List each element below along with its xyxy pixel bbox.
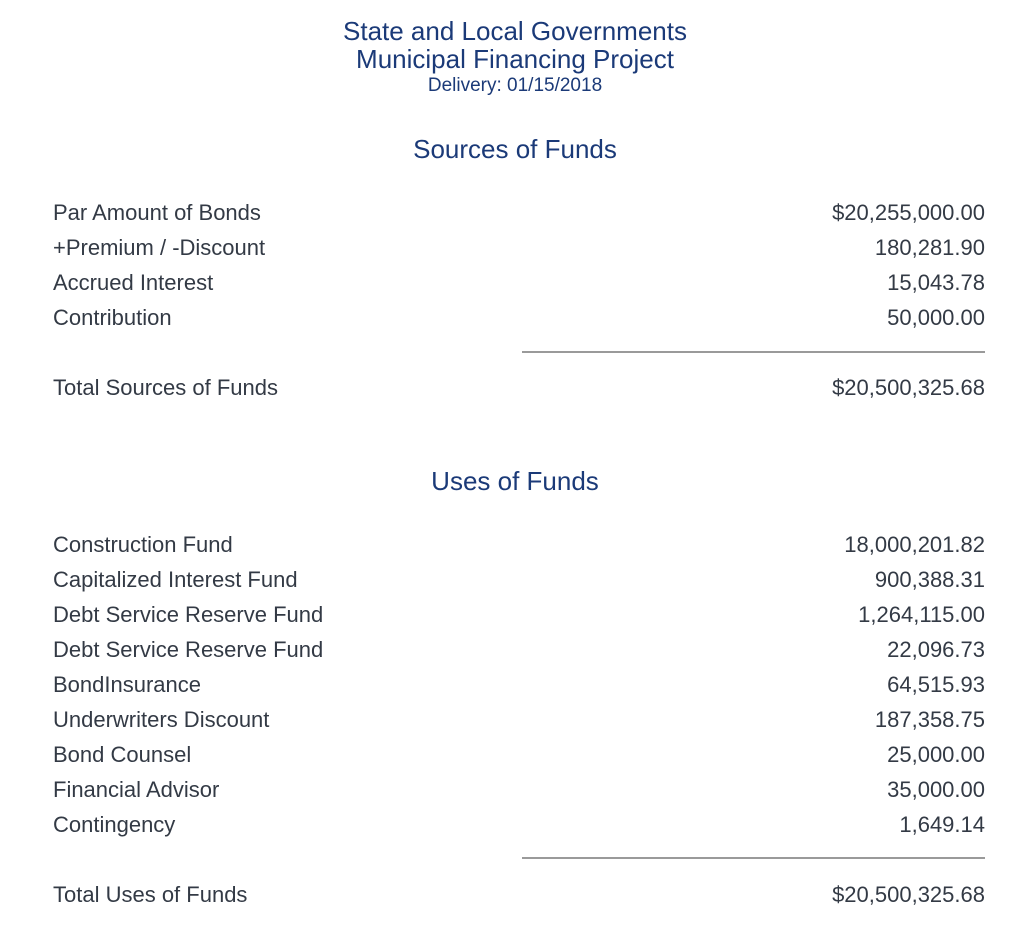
uses-row [53, 772, 985, 807]
sources-total-label: Total Sources of Funds [53, 374, 279, 400]
uses-row-value: 22,096.73 [887, 636, 985, 662]
sources-row-value: 50,000.00 [887, 304, 985, 330]
report-title-line-1: State and Local Governments [343, 16, 687, 46]
sources-total-row [53, 370, 985, 405]
uses-section-title: Uses of Funds [431, 466, 599, 496]
sources-row-value: 180,281.90 [874, 234, 985, 260]
uses-row-value: 187,358.75 [874, 706, 985, 732]
sources-row-label: +Premium / -Discount [53, 234, 266, 260]
uses-row-value: 25,000.00 [887, 741, 985, 767]
report-title-line-2: Municipal Financing Project [356, 44, 674, 74]
report-header [0, 17, 1024, 97]
uses-total-row [53, 877, 985, 912]
uses-total-divider [522, 857, 985, 859]
sources-row [53, 300, 985, 335]
uses-row-label: Contingency [53, 811, 176, 837]
uses-row [53, 737, 985, 772]
uses-row [53, 562, 985, 597]
uses-row [53, 807, 985, 842]
uses-total-value: $20,500,325.68 [832, 881, 985, 907]
uses-row-label: Underwriters Discount [53, 706, 270, 732]
uses-row [53, 527, 985, 562]
uses-row [53, 597, 985, 632]
uses-row-value: 18,000,201.82 [844, 531, 985, 557]
uses-row [53, 667, 985, 702]
uses-row-value: 1,649.14 [899, 811, 985, 837]
sources-row-label: Par Amount of Bonds [53, 199, 261, 225]
sources-row [53, 265, 985, 300]
sources-total-divider [522, 351, 985, 353]
uses-row-value: 1,264,115.00 [858, 601, 985, 627]
sources-row-label: Accrued Interest [53, 269, 214, 295]
uses-row-value: 64,515.93 [887, 671, 985, 697]
sources-row-value: $20,255,000.00 [832, 199, 985, 225]
uses-row-value: 900,388.31 [874, 566, 985, 592]
sources-section-title: Sources of Funds [413, 134, 617, 164]
uses-row-label: Debt Service Reserve Fund [53, 601, 324, 627]
sources-row-value: 15,043.78 [887, 269, 985, 295]
delivery-date: Delivery: 01/15/2018 [427, 75, 603, 96]
sources-row [53, 230, 985, 265]
uses-row-label: Capitalized Interest Fund [53, 566, 298, 592]
uses-total-label: Total Uses of Funds [53, 881, 248, 907]
uses-row-value: 35,000.00 [887, 776, 985, 802]
uses-row-label: Financial Advisor [53, 776, 220, 802]
sources-row-label: Contribution [53, 304, 172, 330]
sources-row [53, 195, 985, 230]
uses-row-label: Debt Service Reserve Fund [53, 636, 324, 662]
uses-row-label: Construction Fund [53, 531, 233, 557]
uses-row [53, 702, 985, 737]
uses-row [53, 632, 985, 667]
uses-row-label: BondInsurance [53, 671, 201, 697]
uses-row-label: Bond Counsel [53, 741, 192, 767]
sources-total-value: $20,500,325.68 [832, 374, 985, 400]
